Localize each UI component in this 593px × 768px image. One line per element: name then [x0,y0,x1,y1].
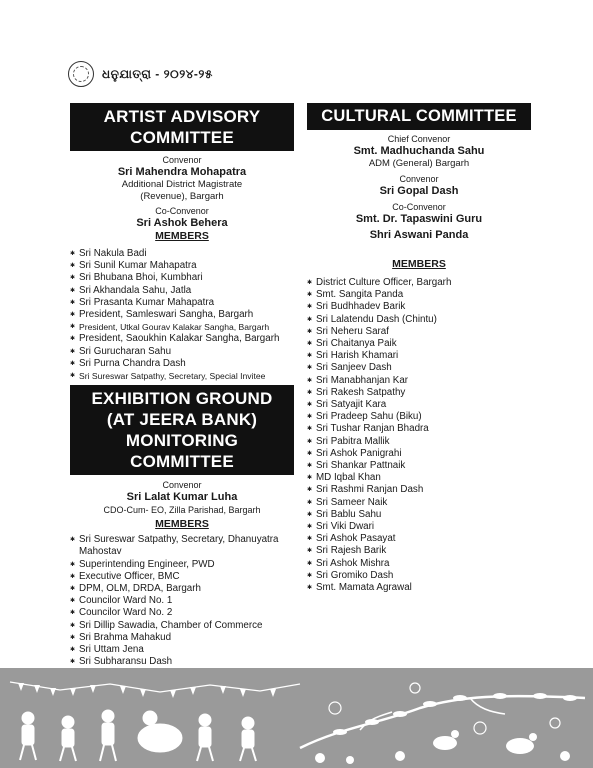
list-item: ✱ Sri Sureswar Satpathy, Secretary, Special Invitee [70,370,294,382]
list-item: ✱ Sri Sunil Kumar Mahapatra [70,260,294,272]
coconvenor-name-1: Smt. Dr. Tapaswini Guru [355,213,483,225]
list-item: ✱ Sri Gurucharan Sahu [70,346,294,358]
list-item: ✱ District Culture Officer, Bargarh [307,277,531,289]
exhibition-banner [70,385,294,475]
emblem-seal-icon [68,61,94,87]
chief-convenor-name: Smt. Madhuchanda Sahu [353,145,485,157]
folk-art-illustration-icon [0,668,593,768]
convenor-label: Convenor [162,480,202,491]
artist-advisory-banner [70,103,294,151]
members-heading: MEMBERS [155,518,209,531]
coconvenor-name: Sri Ashok Behera [136,217,228,229]
list-item: ✱ Sri Sameer Naik [307,497,531,509]
page-header [68,60,213,88]
coconvenor-label: Co-Convenor [155,206,209,216]
list-item: ✱ Sri Pradeep Sahu (Biku) [307,411,531,423]
convenor-designation: CDO-Cum- EO, Zilla Parishad, Bargarh [103,505,261,516]
exhibition-title-line3: MONITORING COMMITTEE [125,431,239,472]
convenor-label: Convenor [399,174,439,184]
list-item: ✱ Sri Sanjeev Dash [307,362,531,374]
list-item: ✱ Sri Prasanta Kumar Mahapatra [70,297,294,309]
cultural-title: CULTURAL COMMITTEE [321,107,517,125]
list-item: ✱ Sri Rajesh Barik [307,545,531,557]
list-item: ✱ DPM, OLM, DRDA, Bargarh [70,583,294,595]
right-column [307,103,531,594]
list-item: ✱ Sri Budhhadev Barik [307,301,531,313]
list-item: ✱ Smt. Mamata Agrawal [307,582,531,594]
cultural-officials [307,134,531,271]
list-item: ✱ Sri Rashmi Ranjan Dash [307,484,531,496]
list-item: ✱ MD Iqbal Khan [307,472,531,484]
list-item: ✱ President, Samleswari Sangha, Bargarh [70,309,294,321]
chief-convenor-designation: ADM (General) Bargarh [368,158,470,169]
convenor-designation-line1: Additional District Magistrate [121,179,243,190]
list-item: ✱ Councilor Ward No. 2 [70,607,294,619]
page-label: ଧନୁଯାତ୍ରା - ୨୦୨୪-୨୫ [102,66,213,81]
list-item: ✱ Sri Nakula Badi [70,248,294,260]
list-item: ✱ Sri Harish Khamari [307,350,531,362]
list-item: ✱ Sri Pabitra Mallik [307,436,531,448]
convenor-name: Sri Gopal Dash [379,185,459,197]
coconvenor-label: Co-Convenor [392,202,446,212]
list-item: ✱ Sri Dillip Sawadia, Chamber of Commerce [70,620,294,632]
list-item: ✱ Sri Ashok Mishra [307,558,531,570]
list-item: ✱ Sri Brahma Mahakud [70,632,294,644]
list-item: ✱ Sri Bhubana Bhoi, Kumbhari [70,272,294,284]
list-item: ✱ Superintending Engineer, PWD [70,559,294,571]
exhibition-title-line2: (AT JEERA BANK) [106,410,258,430]
exhibition-officials [70,480,294,531]
cultural-banner [307,103,531,130]
list-item: ✱ Sri Akhandala Sahu, Jatla [70,285,294,297]
list-item: ✱ Sri Lalatendu Dash (Chintu) [307,314,531,326]
list-item: ✱ Sri Bablu Sahu [307,509,531,521]
artist-advisory-title-line2: COMMITTEE [130,128,234,147]
artist-advisory-members-list [70,248,294,382]
convenor-name: Sri Mahendra Mohapatra [117,166,247,178]
list-item: ✱ Sri Tushar Ranjan Bhadra [307,423,531,435]
list-item: ✱ Sri Sureswar Satpathy, Secretary, Dhanuyatra Mahostav [70,534,294,558]
list-item: ✱ Sri Chaitanya Paik [307,338,531,350]
list-item: ✱ Sri Gromiko Dash [307,570,531,582]
cultural-members-list [307,277,531,594]
members-heading: MEMBERS [392,258,446,270]
list-item: ✱ Sri Shankar Pattnaik [307,460,531,472]
convenor-name: Sri Lalat Kumar Luha [126,491,238,504]
convenor-designation-line2: (Revenue), Bargarh [140,191,224,202]
list-item: ✱ Sri Manabhanjan Kar [307,375,531,387]
artist-advisory-title-line1: ARTIST ADVISORY [103,107,261,126]
list-item: ✱ Sri Purna Chandra Dash [70,358,294,370]
list-item: ✱ Councilor Ward No. 1 [70,595,294,607]
members-heading: MEMBERS [155,230,209,242]
list-item: ✱ Sri Neheru Saraf [307,326,531,338]
chief-convenor-label: Chief Convenor [387,134,451,144]
list-item: ✱ Sri Viki Dwari [307,521,531,533]
convenor-label: Convenor [162,155,202,165]
list-item: ✱ Sri Satyajit Kara [307,399,531,411]
folk-art-footer-band [0,668,593,768]
list-item: ✱ President, Saoukhin Kalakar Sangha, Bargarh [70,333,294,345]
left-column [70,103,294,693]
list-item: ✱ Executive Officer, BMC [70,571,294,583]
list-item: ✱ Sri Uttam Jena [70,644,294,656]
list-item: ✱ Smt. Sangita Panda [307,289,531,301]
artist-advisory-officials [70,155,294,243]
exhibition-title-line1: EXHIBITION GROUND [91,389,273,409]
coconvenor-name-2: Shri Aswani Panda [369,229,469,241]
list-item: ✱ Sri Rakesh Satpathy [307,387,531,399]
list-item: ✱ President, Utkal Gourav Kalakar Sangha, Bargarh [70,321,294,333]
list-item: ✱ Sri Ashok Pasayat [307,533,531,545]
list-item: ✱ Sri Subharansu Dash [70,656,294,668]
list-item: ✱ Sri Ashok Panigrahi [307,448,531,460]
